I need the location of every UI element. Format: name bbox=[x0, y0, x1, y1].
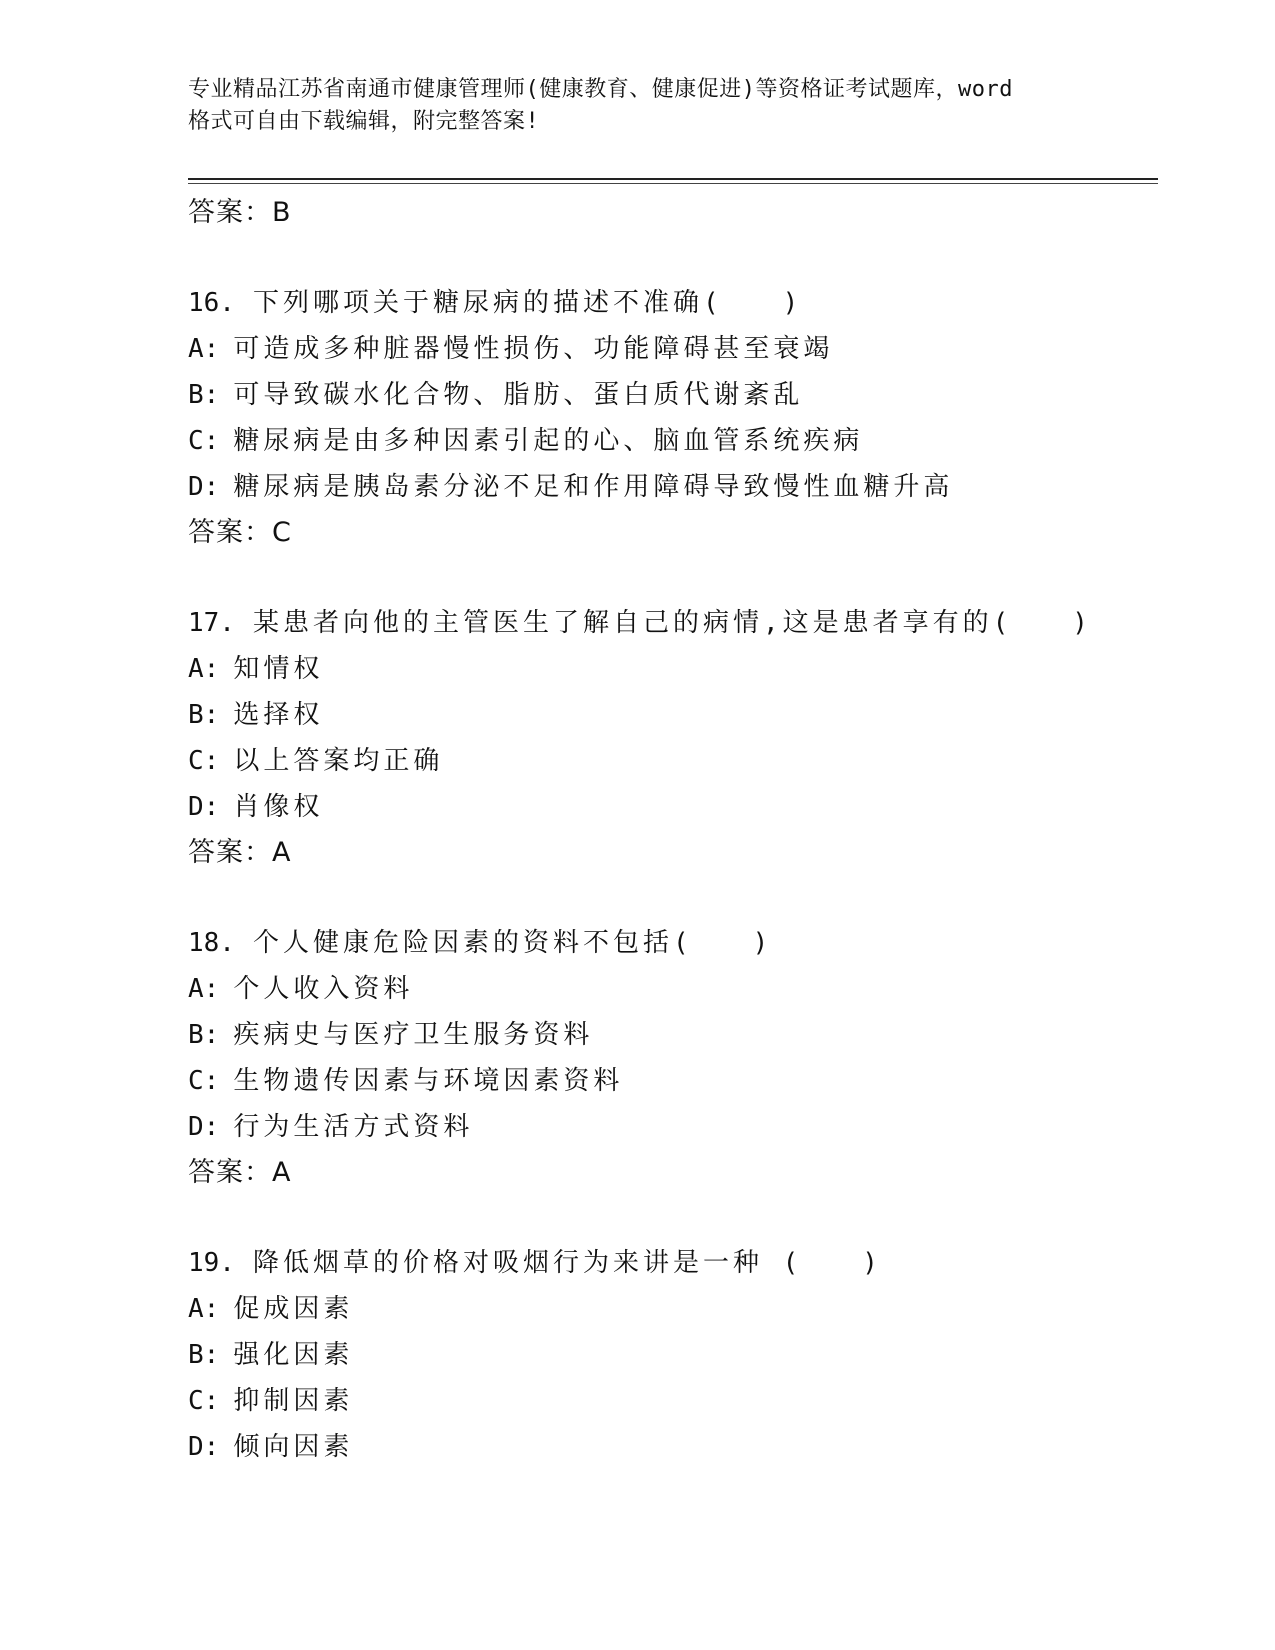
option-text: 选择权 bbox=[233, 700, 324, 730]
question-stem bbox=[188, 600, 1148, 646]
option-text: 以上答案均正确 bbox=[233, 746, 444, 776]
option-d bbox=[188, 1424, 1148, 1470]
answer-line: 答案：C bbox=[188, 517, 292, 548]
option-text: 可导致碳水化合物、脂肪、蛋白质代谢紊乱 bbox=[233, 380, 804, 410]
option-a bbox=[188, 1286, 1148, 1332]
option-key: D: bbox=[188, 792, 220, 822]
question-number: 18. bbox=[188, 928, 235, 958]
option-d bbox=[188, 784, 1148, 830]
question-18 bbox=[188, 920, 1148, 1196]
option-a bbox=[188, 966, 1148, 1012]
option-key: B: bbox=[188, 380, 220, 410]
option-c bbox=[188, 418, 1148, 464]
option-b bbox=[188, 692, 1148, 738]
option-text: 抑制因素 bbox=[233, 1386, 354, 1416]
option-c bbox=[188, 738, 1148, 784]
option-text: 强化因素 bbox=[233, 1340, 354, 1370]
option-key: A: bbox=[188, 1294, 220, 1324]
answer-line: 答案：A bbox=[188, 837, 292, 868]
option-key: C: bbox=[188, 1386, 220, 1416]
option-key: C: bbox=[188, 1066, 220, 1096]
option-text: 可造成多种脏器慢性损伤、功能障碍甚至衰竭 bbox=[233, 334, 834, 364]
option-key: B: bbox=[188, 1020, 220, 1050]
option-key: A: bbox=[188, 974, 220, 1004]
question-number: 16. bbox=[188, 288, 235, 318]
question-stem bbox=[188, 280, 1148, 326]
option-key: D: bbox=[188, 472, 220, 502]
option-key: C: bbox=[188, 426, 220, 456]
option-c bbox=[188, 1058, 1148, 1104]
option-key: D: bbox=[188, 1112, 220, 1142]
answer-line: 答案：A bbox=[188, 1157, 292, 1188]
header-line-2: 格式可自由下载编辑，附完整答案! bbox=[188, 109, 540, 134]
option-text: 倾向因素 bbox=[233, 1432, 354, 1462]
question-number: 17. bbox=[188, 608, 235, 638]
question-19 bbox=[188, 1240, 1148, 1470]
option-key: C: bbox=[188, 746, 220, 776]
question-stem bbox=[188, 920, 1148, 966]
option-text: 生物遗传因素与环境因素资料 bbox=[233, 1066, 624, 1096]
option-a bbox=[188, 326, 1148, 372]
option-key: A: bbox=[188, 334, 220, 364]
option-text: 个人收入资料 bbox=[233, 974, 414, 1004]
question-stem bbox=[188, 1240, 1148, 1286]
option-text: 知情权 bbox=[233, 654, 324, 684]
option-a bbox=[188, 646, 1148, 692]
document-header bbox=[188, 74, 1088, 138]
option-text: 肖像权 bbox=[233, 792, 324, 822]
option-text: 糖尿病是由多种因素引起的心、脑血管系统疾病 bbox=[233, 426, 864, 456]
question-number: 19. bbox=[188, 1248, 235, 1278]
option-key: B: bbox=[188, 700, 220, 730]
answer-line: 答案：B bbox=[188, 197, 292, 228]
option-b bbox=[188, 1332, 1148, 1378]
question-text: 降低烟草的价格对吸烟行为来讲是一种 ( ) bbox=[252, 1248, 882, 1278]
option-c bbox=[188, 1378, 1148, 1424]
option-text: 行为生活方式资料 bbox=[233, 1112, 474, 1142]
header-line-1: 专业精品江苏省南通市健康管理师(健康教育、健康促进)等资格证考试题库，word bbox=[188, 77, 1013, 102]
question-text: 某患者向他的主管医生了解自己的病情,这是患者享有的( ) bbox=[252, 608, 1092, 638]
question-text: 下列哪项关于糖尿病的描述不准确( ) bbox=[252, 288, 803, 318]
option-text: 促成因素 bbox=[233, 1294, 354, 1324]
question-16 bbox=[188, 280, 1148, 556]
option-text: 疾病史与医疗卫生服务资料 bbox=[233, 1020, 594, 1050]
option-b bbox=[188, 372, 1148, 418]
header-rule-thick bbox=[188, 178, 1158, 180]
question-17 bbox=[188, 600, 1148, 876]
option-text: 糖尿病是胰岛素分泌不足和作用障碍导致慢性血糖升高 bbox=[233, 472, 954, 502]
option-key: D: bbox=[188, 1432, 220, 1462]
option-d bbox=[188, 464, 1148, 510]
option-b bbox=[188, 1012, 1148, 1058]
question-list bbox=[188, 190, 1148, 1470]
option-d bbox=[188, 1104, 1148, 1150]
header-rule-thin bbox=[188, 183, 1158, 184]
option-key: B: bbox=[188, 1340, 220, 1370]
question-text: 个人健康危险因素的资料不包括( ) bbox=[252, 928, 773, 958]
option-key: A: bbox=[188, 654, 220, 684]
